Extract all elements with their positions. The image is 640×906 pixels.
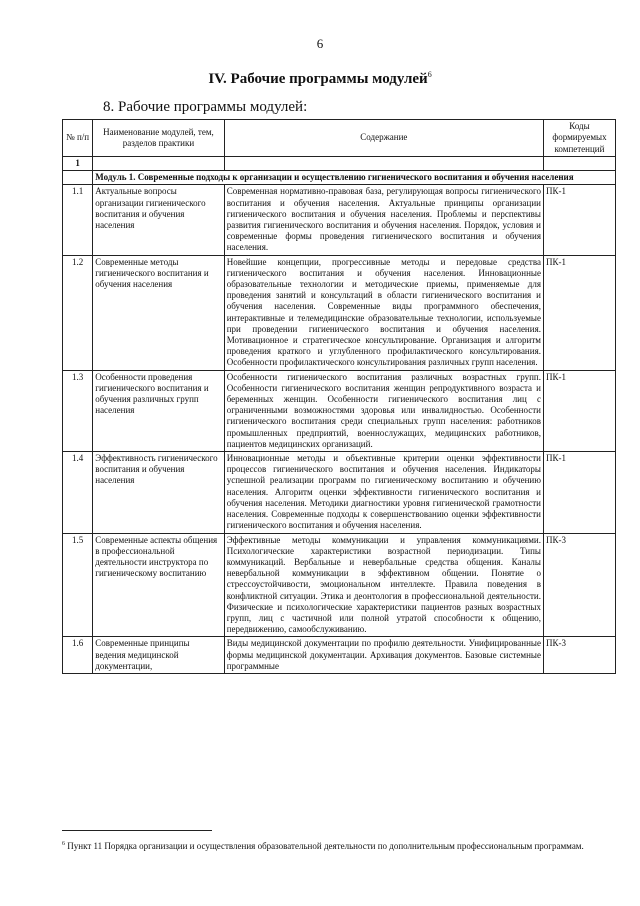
row-code: ПК-3 <box>543 533 615 637</box>
table-header-row <box>63 120 616 157</box>
table-row <box>63 637 616 674</box>
modules-table <box>62 119 616 674</box>
subheading: 8. Рабочие программы модулей: <box>103 99 308 115</box>
row-content: Особенности гигиенического воспитания различных возрастных групп. Особенности гигиенического воспитания женщин репродуктивного возраста и беременных женщин. Особенности гигиенического воспитания лиц с ограниченными возможностями здоровья или инвалидностью. Особенности гигиенического воспитания среди специальных групп населения: работников промышленных предприятий, военнослужащих, медицинских работников, пациентов медицинских организаций. <box>224 370 543 451</box>
row-content: Виды медицинской документации по профилю деятельности. Унифицированные формы медицинской документации. Архивация документов. Базовые системные программные <box>224 637 543 674</box>
module-title: Модуль 1. Современные подходы к организации и осуществлению гигиенического воспитания и обучения населения <box>93 171 616 185</box>
column-index-empty <box>93 157 224 171</box>
footnote <box>62 838 616 852</box>
row-code: ПК-1 <box>543 452 615 533</box>
row-code: ПК-1 <box>543 185 615 255</box>
row-num: 1.4 <box>63 452 93 533</box>
row-name: Современные методы гигиенического воспитания и обучения населения <box>93 255 224 370</box>
row-name: Эффективность гигиенического воспитания и обучения населения <box>93 452 224 533</box>
module-num-empty <box>63 171 93 185</box>
header-name: Наименование модулей, тем, разделов практики <box>93 120 224 157</box>
row-name: Особенности проведения гигиенического воспитания и обучения различных групп населения <box>93 370 224 451</box>
row-name: Современные принципы ведения медицинской документации, <box>93 637 224 674</box>
row-num: 1.2 <box>63 255 93 370</box>
row-content: Эффективные методы коммуникации и управления коммуникациями. Психологические характеристики возрастной периодизации. Типы коммуникаций. Вербальные и невербальные средства общения. Каналы невербальной коммуникации в эффективном общении. Понятие о стрессоустойчивости, эмоциональном интеллекте. Правила поведения в конфликтной ситуации. Этика и деонтология в профессиональной деятельности. Физические и психологические характеристики пациентов разных возрастных групп, лиц с частичной или полной утратой способности к общению, передвижению, самообслуживанию. <box>224 533 543 637</box>
column-index-empty <box>224 157 543 171</box>
row-name: Актуальные вопросы организации гигиенического воспитания и обучения населения <box>93 185 224 255</box>
row-code: ПК-1 <box>543 255 615 370</box>
section-heading <box>0 70 640 88</box>
column-index-empty <box>543 157 615 171</box>
table-row <box>63 533 616 637</box>
row-content: Современная нормативно-правовая база, регулирующая вопросы гигиенического воспитания и обучения населения. Актуальные принципы организации гигиенического воспитания и обучения населения. Проблемы и перспективы развития гигиенического воспитания и обучения населения. Порядок, условия и современные формы проведения гигиенического воспитания и обучения населения. <box>224 185 543 255</box>
row-code: ПК-3 <box>543 637 615 674</box>
row-content: Новейшие концепции, прогрессивные методы и передовые средства гигиенического воспитания и обучения населения. Инновационные образовательные технологии и методические приемы, применяемые для проведения занятий и консультаций в области гигиенического воспитания и обучения населения. Современные виды программного обеспечения, интерактивные и телемедицинские образовательные технологии, используемые при проведении гигиенического воспитания и обучения населения. Мотивационное и стратегическое консультирование. Организация и алгоритм проведения краткого и углубленного профилактического консультирования. Особенности профилактического консультирования различных групп населения. <box>224 255 543 370</box>
column-index-cell: 1 <box>63 157 93 171</box>
table-row <box>63 255 616 370</box>
page-number: 6 <box>316 36 324 51</box>
footnote-divider <box>62 830 212 831</box>
module-row <box>63 171 616 185</box>
row-code: ПК-1 <box>543 370 615 451</box>
table-row <box>63 185 616 255</box>
header-content: Содержание <box>224 120 543 157</box>
row-num: 1.5 <box>63 533 93 637</box>
row-num: 1.6 <box>63 637 93 674</box>
row-name: Современные аспекты общения в профессиональной деятельности инструктора по гигиеническому воспитанию <box>93 533 224 637</box>
footnote-mark: 6 <box>62 841 65 847</box>
footnote-reference[interactable]: 6 <box>427 70 432 79</box>
row-content: Инновационные методы и объективные критерии оценки эффективности процессов гигиенического воспитания и обучения населения. Индикаторы успешной реализации программ по гигиеническому воспитанию и обучению населения. Алгоритм оценки эффективности гигиенического воспитания и обучения населения. Методики диагностики уровня гигиенической грамотности населения. Современные подходы к совершенствованию оценки эффективности гигиенического воспитания и обучения населения. <box>224 452 543 533</box>
table-row <box>63 370 616 451</box>
row-num: 1.1 <box>63 185 93 255</box>
table-row <box>63 452 616 533</box>
row-num: 1.3 <box>63 370 93 451</box>
section-heading-text: IV. Рабочие программы модулей <box>208 71 428 87</box>
footnote-text: Пункт 11 Порядка организации и осуществления образовательной деятельности по дополнительным профессиональным программам. <box>67 841 584 851</box>
column-index-row <box>63 157 616 171</box>
header-code: Коды формируемых компетенций <box>543 120 615 157</box>
header-num: № п/п <box>63 120 93 157</box>
